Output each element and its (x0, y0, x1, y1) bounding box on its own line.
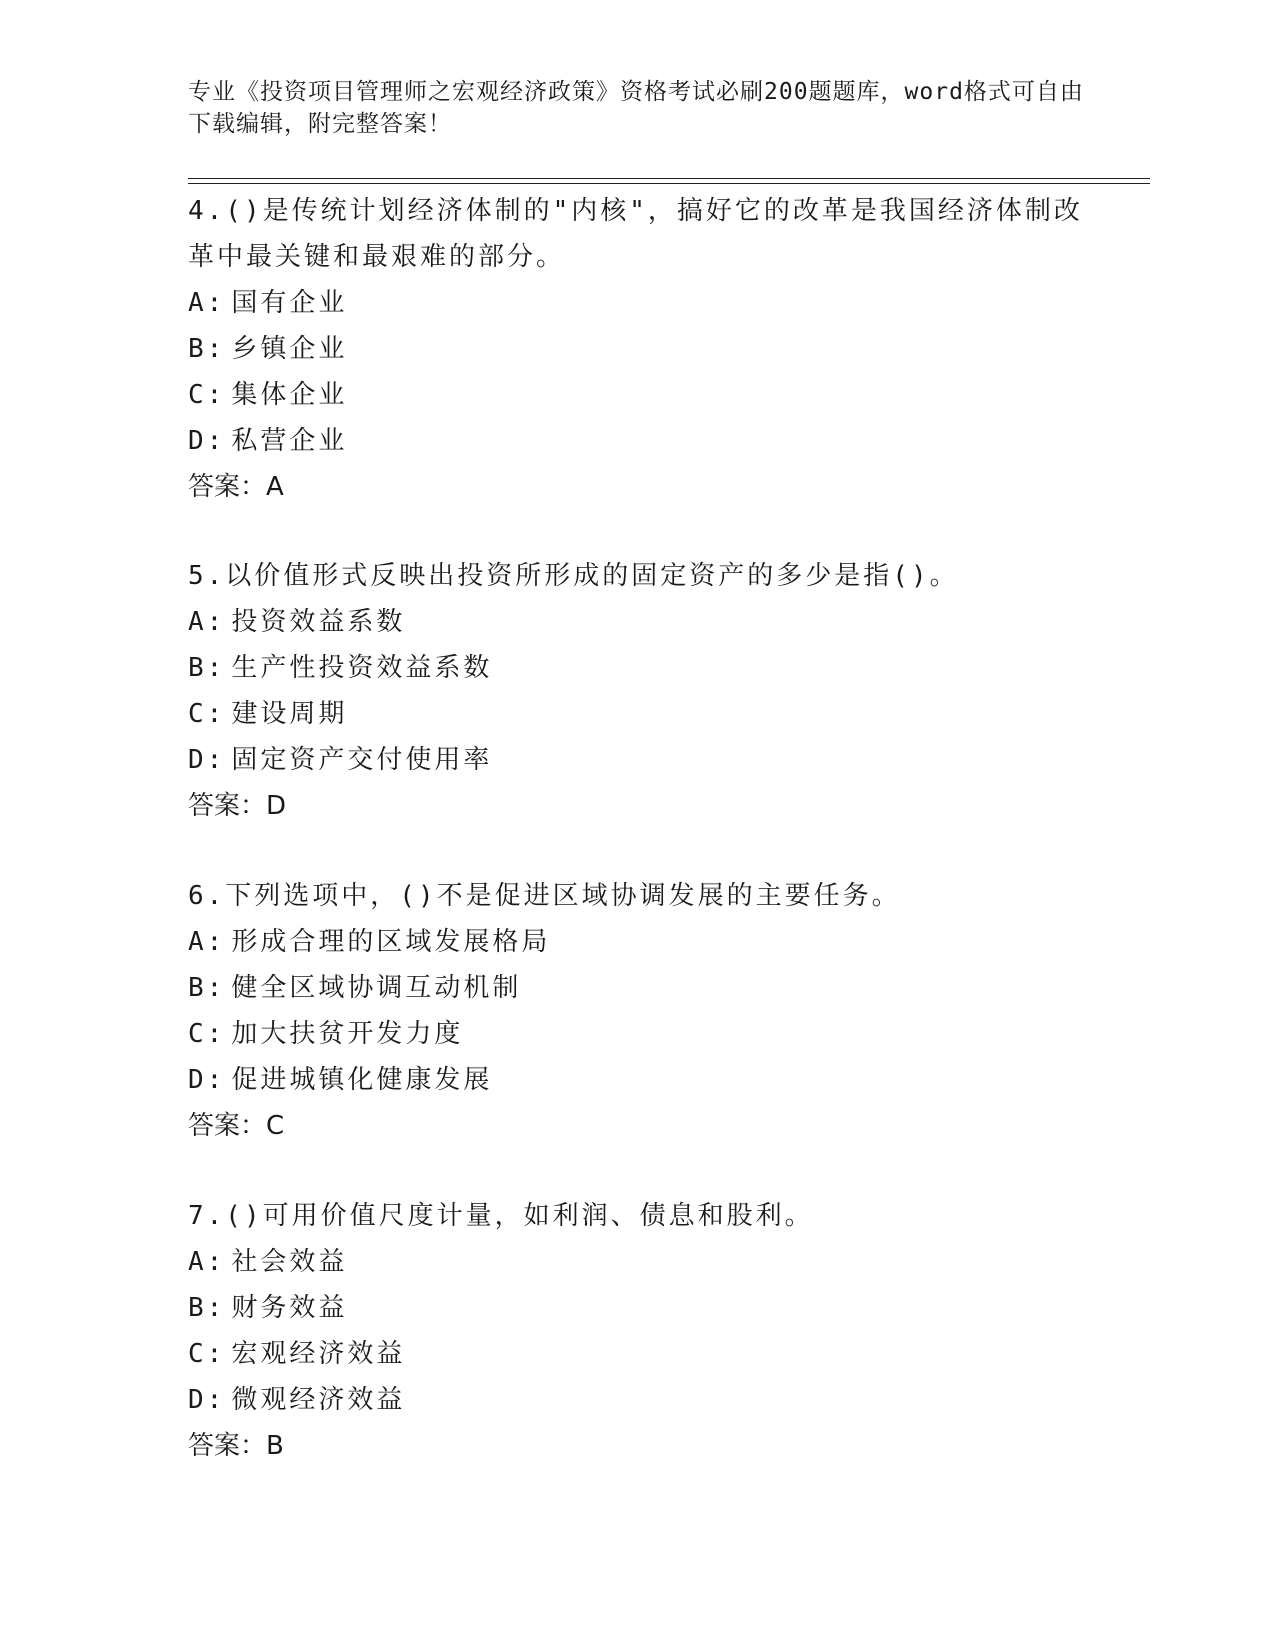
answer-line: 答案：B (188, 1431, 284, 1461)
option-text: 加大扶贫开发力度 (231, 1019, 464, 1049)
option-key: A: (188, 288, 226, 318)
option-text: 促进城镇化健康发展 (231, 1065, 493, 1095)
option-text: 生产性投资效益系数 (231, 653, 493, 683)
question-7 (188, 1193, 1088, 1469)
option-text: 宏观经济效益 (231, 1339, 406, 1369)
option-a (188, 280, 1088, 326)
option-b (188, 1285, 1088, 1331)
question-stem: 7.()可用价值尺度计量，如利润、债息和股利。 (188, 1201, 814, 1231)
answer-line: 答案：A (188, 472, 284, 502)
answer-line: 答案：D (188, 791, 287, 821)
option-b (188, 326, 1088, 372)
option-d (188, 1057, 1088, 1103)
option-b (188, 645, 1088, 691)
option-c (188, 372, 1088, 418)
option-text: 社会效益 (231, 1247, 348, 1277)
option-d (188, 418, 1088, 464)
header-divider-top (188, 178, 1150, 179)
option-c (188, 691, 1088, 737)
option-key: C: (188, 380, 226, 410)
option-text: 财务效益 (231, 1293, 348, 1323)
option-text: 固定资产交付使用率 (231, 745, 493, 775)
option-d (188, 737, 1088, 783)
option-key: A: (188, 927, 226, 957)
option-text: 健全区域协调互动机制 (231, 973, 522, 1003)
option-text: 形成合理的区域发展格局 (231, 927, 551, 957)
option-a (188, 919, 1088, 965)
option-key: D: (188, 1065, 226, 1095)
option-a (188, 1239, 1088, 1285)
option-key: B: (188, 334, 226, 364)
option-text: 私营企业 (231, 426, 348, 456)
header-divider-bottom (188, 183, 1150, 184)
option-a (188, 599, 1088, 645)
question-5 (188, 553, 1088, 829)
option-key: A: (188, 1247, 226, 1277)
option-key: D: (188, 426, 226, 456)
option-key: D: (188, 745, 226, 775)
option-key: C: (188, 1339, 226, 1369)
option-key: B: (188, 973, 226, 1003)
question-stem: 5.以价值形式反映出投资所形成的固定资产的多少是指()。 (188, 561, 959, 591)
option-key: B: (188, 653, 226, 683)
option-c (188, 1011, 1088, 1057)
option-b (188, 965, 1088, 1011)
option-key: B: (188, 1293, 226, 1323)
question-stem: 4.()是传统计划经济体制的"内核"，搞好它的改革是我国经济体制改革中最关键和最艰难的部分。 (188, 196, 1083, 272)
option-d (188, 1377, 1088, 1423)
option-text: 微观经济效益 (231, 1385, 406, 1415)
document-header: 专业《投资项目管理师之宏观经济政策》资格考试必刷200题题库，word格式可自由下载编辑，附完整答案！ (188, 79, 1084, 137)
question-stem: 6.下列选项中，()不是促进区域协调发展的主要任务。 (188, 881, 901, 911)
option-text: 投资效益系数 (231, 607, 406, 637)
option-key: A: (188, 607, 226, 637)
option-key: C: (188, 1019, 226, 1049)
question-4 (188, 188, 1088, 510)
option-text: 集体企业 (231, 380, 348, 410)
option-c (188, 1331, 1088, 1377)
option-text: 国有企业 (231, 288, 348, 318)
answer-line: 答案：C (188, 1111, 285, 1141)
question-6 (188, 873, 1088, 1149)
option-key: D: (188, 1385, 226, 1415)
option-text: 乡镇企业 (231, 334, 348, 364)
option-key: C: (188, 699, 226, 729)
option-text: 建设周期 (231, 699, 348, 729)
